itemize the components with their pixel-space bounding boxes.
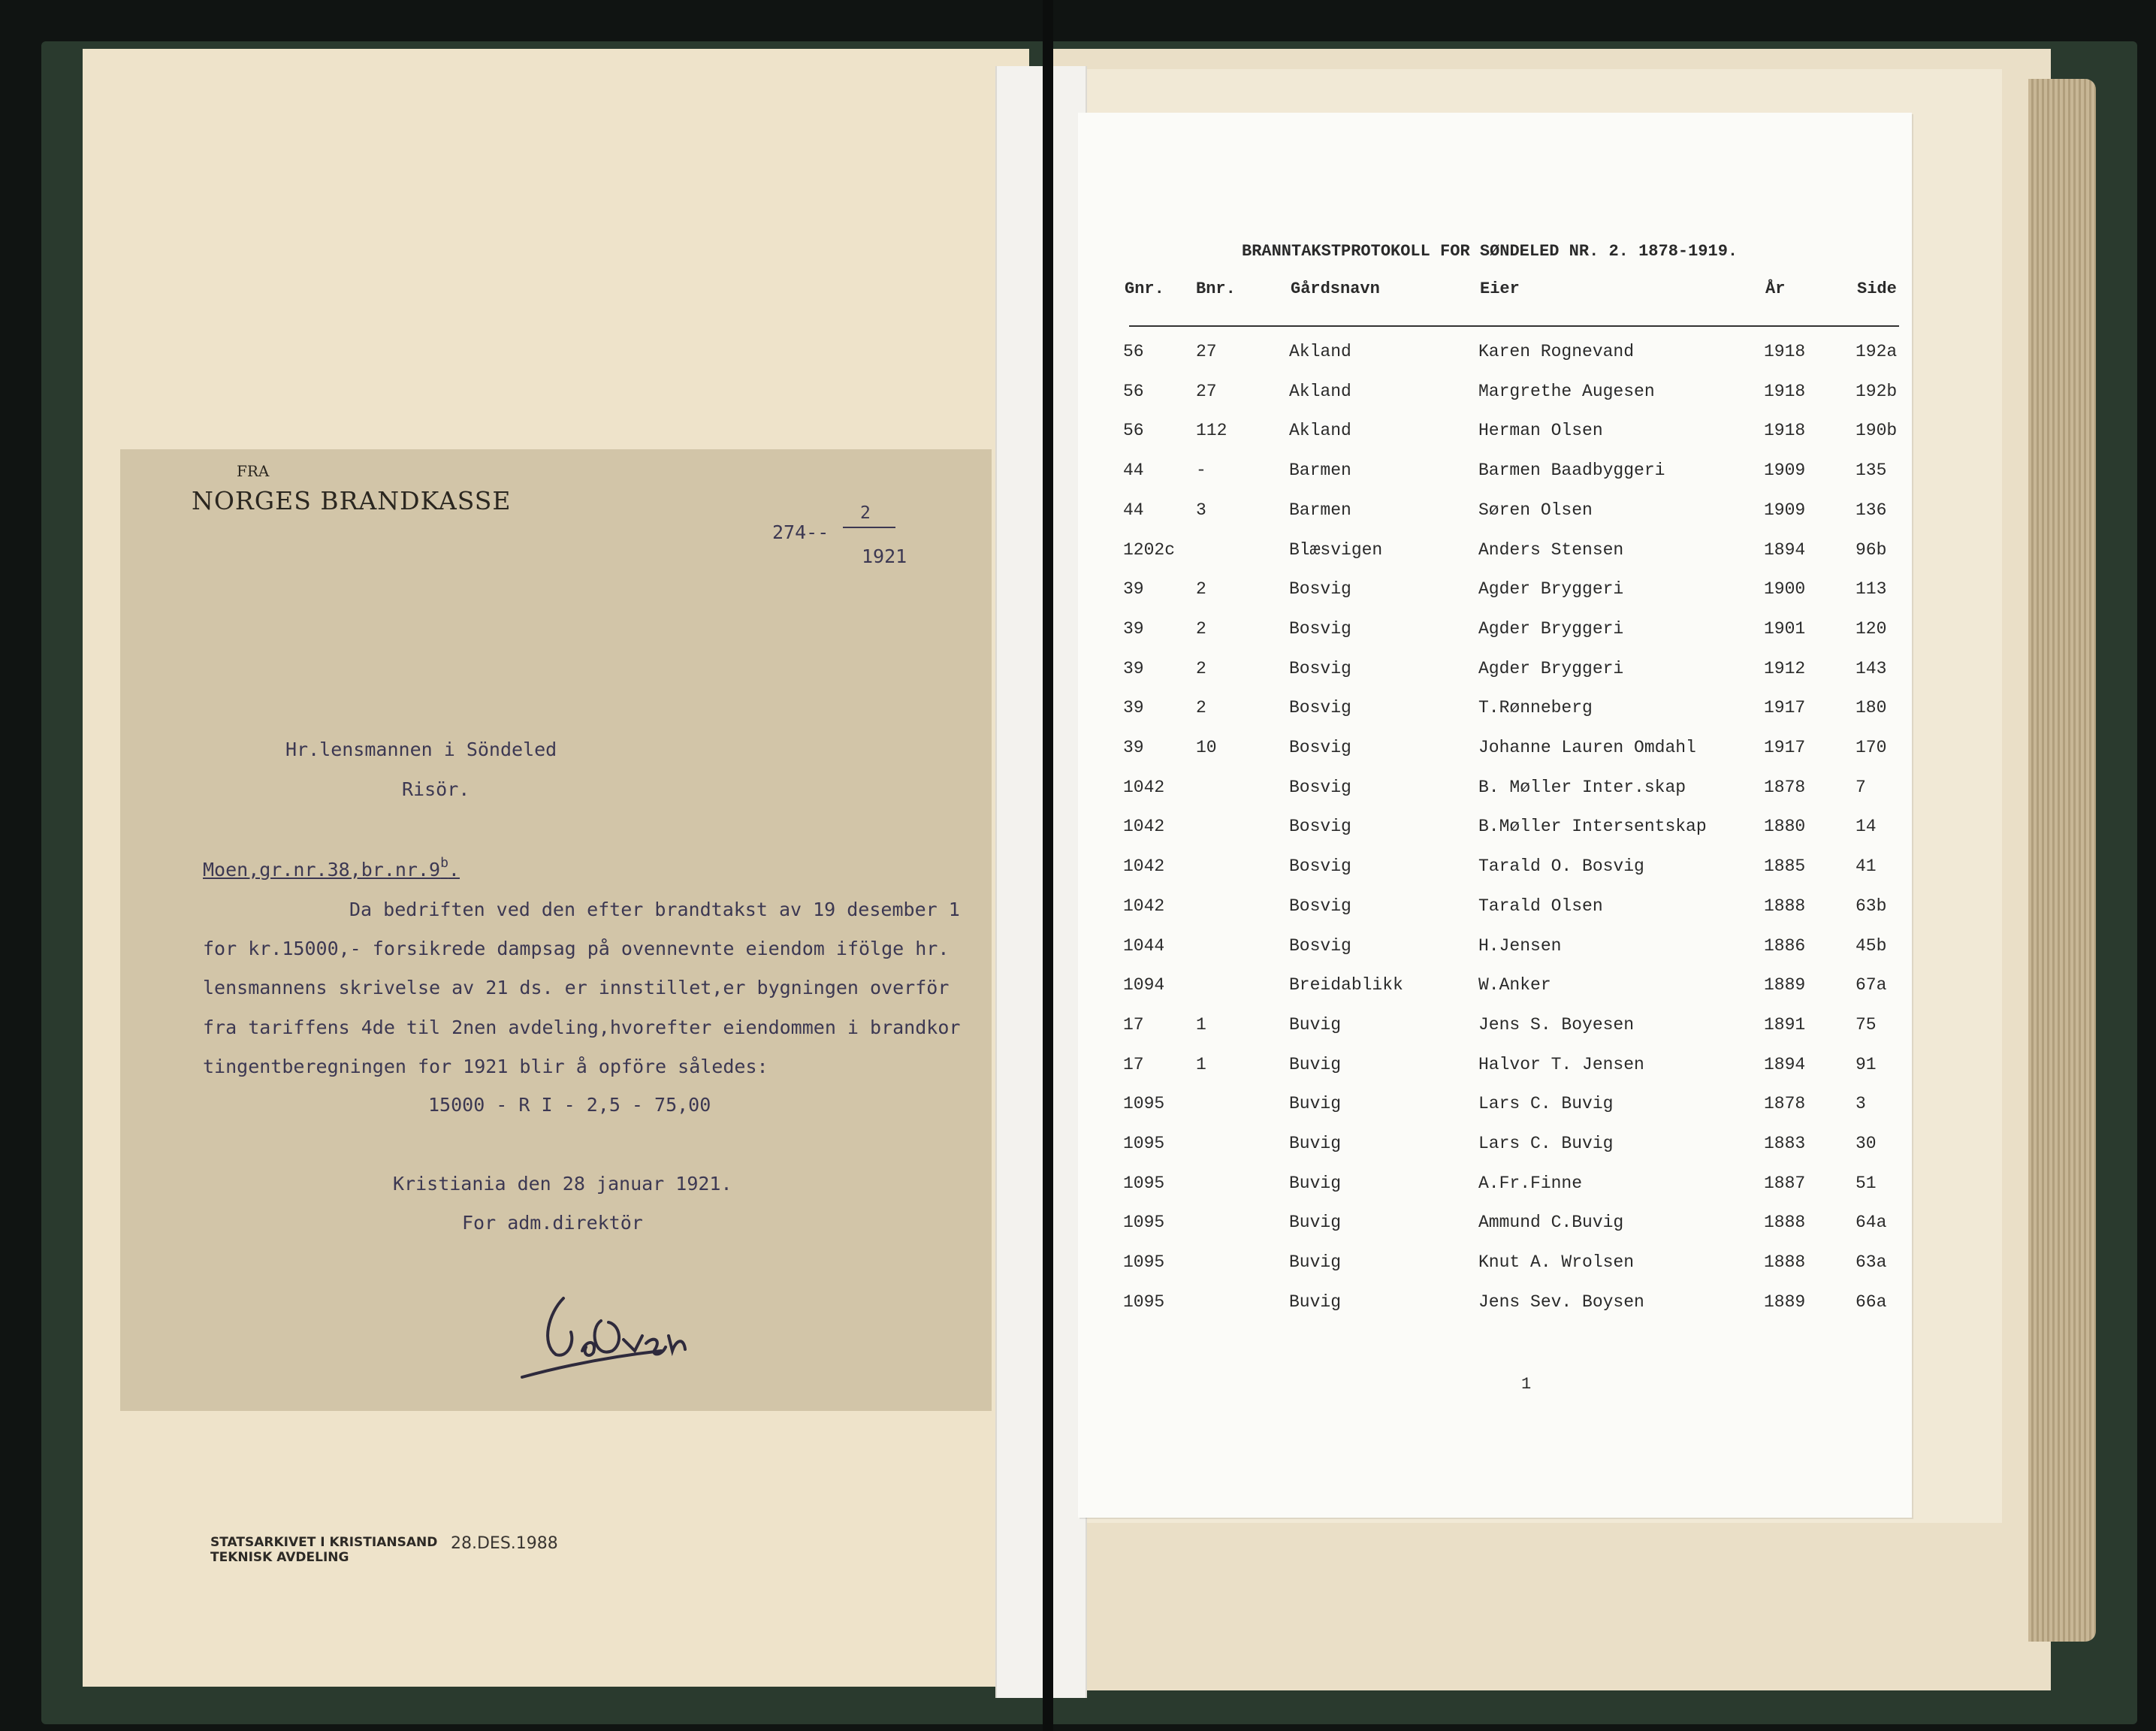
cell-ar: 1917 [1764,738,1806,757]
column-header-ar: År [1765,279,1786,298]
cell-ar: 1885 [1764,856,1806,876]
cell-gnr: 39 [1123,579,1144,599]
cell-eier: Barmen Baadbyggeri [1478,461,1665,480]
cell-gnr: 39 [1123,698,1144,717]
cell-side: 7 [1856,778,1866,797]
cell-gardsnavn: Breidablikk [1289,975,1403,995]
cell-ar: 1894 [1764,540,1806,560]
cell-gardsnavn: Bosvig [1289,659,1351,678]
letter-body-line: fra tariffens 4de til 2nen avdeling,hvorefter eiendommen i brandkor [203,1017,961,1038]
protocol-title: BRANNTAKSTPROTOKOLL FOR SØNDELED NR. 2. 1878-1919. [1242,242,1738,261]
cell-ar: 1880 [1764,817,1806,836]
cell-gardsnavn: Bosvig [1289,778,1351,797]
cell-gardsnavn: Bosvig [1289,936,1351,956]
cell-gardsnavn: Bosvig [1289,579,1351,599]
cell-gnr: 1095 [1123,1094,1165,1113]
archive-stamp [210,1535,437,1565]
cell-gardsnavn: Bosvig [1289,738,1351,757]
cell-side: 51 [1856,1174,1877,1193]
letter-dateline: Kristiania den 28 januar 1921. [393,1173,732,1195]
letter-closing: For adm.direktör [462,1212,643,1234]
cell-gardsnavn: Buvig [1289,1134,1342,1153]
cell-ar: 1878 [1764,1094,1806,1113]
cell-eier: T.Rønneberg [1478,698,1593,717]
cell-bnr: 10 [1196,738,1217,757]
letter-body-line: lensmannens skrivelse av 21 ds. er innstillet,er bygningen overför [203,977,950,998]
letter-body-line: for kr.15000,- forsikrede dampsag på ovennevnte eiendom ifölge hr. [203,938,950,959]
cell-ar: 1888 [1764,896,1806,916]
column-header-bnr: Bnr. [1196,279,1236,298]
cell-eier: Halvor T. Jensen [1478,1055,1644,1074]
cell-gnr: 39 [1123,619,1144,639]
cell-side: 120 [1856,619,1887,639]
cell-side: 67a [1856,975,1887,995]
signature-image [511,1268,706,1388]
cell-eier: Agder Bryggeri [1478,659,1624,678]
cell-eier: Lars C. Buvig [1478,1134,1614,1153]
cell-gnr: 56 [1123,342,1144,361]
cell-gardsnavn: Buvig [1289,1174,1342,1193]
cell-gnr: 17 [1123,1055,1144,1074]
cell-ar: 1901 [1764,619,1806,639]
cell-gnr: 1042 [1123,856,1165,876]
cell-ar: 1889 [1764,1292,1806,1312]
letter-body-line: Da bedriften ved den efter brandtakst av 19 desember 1 [349,899,960,920]
archive-stamp-line: TEKNISK AVDELING [210,1550,349,1565]
cell-gardsnavn: Buvig [1289,1055,1342,1074]
cell-ar: 1888 [1764,1213,1806,1232]
cell-side: 63b [1856,896,1887,916]
cell-gnr: 1042 [1123,896,1165,916]
letter-reference-divider [843,527,895,528]
cell-side: 3 [1856,1094,1866,1113]
cell-side: 190b [1856,421,1898,440]
cell-gardsnavn: Buvig [1289,1094,1342,1113]
book-spine-gutter [1043,0,1053,1731]
cell-side: 75 [1856,1015,1877,1035]
cell-eier: H.Jensen [1478,936,1562,956]
cell-side: 113 [1856,579,1887,599]
cell-eier: W.Anker [1478,975,1551,995]
cell-ar: 1891 [1764,1015,1806,1035]
cell-bnr: 2 [1196,659,1206,678]
cell-gnr: 56 [1123,421,1144,440]
cell-eier: B.Møller Intersentskap [1478,817,1707,836]
cell-eier: Lars C. Buvig [1478,1094,1614,1113]
cell-side: 192a [1856,342,1898,361]
spine-tape [995,66,1087,1698]
cell-gardsnavn: Buvig [1289,1292,1342,1312]
cell-eier: Karen Rognevand [1478,342,1635,361]
cell-side: 136 [1856,500,1887,520]
cell-ar: 1889 [1764,975,1806,995]
cell-side: 91 [1856,1055,1877,1074]
cell-gardsnavn: Barmen [1289,500,1351,520]
cell-eier: Ammund C.Buvig [1478,1213,1624,1232]
cell-gardsnavn: Buvig [1289,1213,1342,1232]
letter-reference-denominator: 1921 [862,545,907,567]
cell-ar: 1909 [1764,500,1806,520]
cell-gnr: 1042 [1123,778,1165,797]
cell-eier: A.Fr.Finne [1478,1174,1583,1193]
cell-side: 41 [1856,856,1877,876]
header-rule [1129,325,1899,327]
cell-bnr: 3 [1196,500,1206,520]
cell-gnr: 44 [1123,500,1144,520]
cell-side: 14 [1856,817,1877,836]
cell-ar: 1918 [1764,382,1806,401]
letter-body-line: tingentberegningen for 1921 blir å opföre således: [203,1056,768,1077]
cell-gardsnavn: Bosvig [1289,896,1351,916]
cell-gnr: 1095 [1123,1213,1165,1232]
cell-ar: 1918 [1764,421,1806,440]
cell-eier: Herman Olsen [1478,421,1603,440]
cell-gnr: 1095 [1123,1174,1165,1193]
archive-stamp-date: 28.DES.1988 [451,1534,558,1553]
letter-header-small: FRA [237,462,270,480]
archive-stamp-line: STATSARKIVET I KRISTIANSAND [210,1535,438,1550]
cell-side: 192b [1856,382,1898,401]
cell-bnr: 27 [1196,382,1217,401]
cell-gardsnavn: Buvig [1289,1252,1342,1272]
cell-bnr: 112 [1196,421,1227,440]
cell-gnr: 1044 [1123,936,1165,956]
cell-gardsnavn: Bosvig [1289,817,1351,836]
cell-eier: Knut A. Wrolsen [1478,1252,1635,1272]
cell-ar: 1909 [1764,461,1806,480]
cell-eier: Jens Sev. Boysen [1478,1292,1644,1312]
letter-organization: NORGES BRANDKASSE [192,486,512,515]
cell-side: 170 [1856,738,1887,757]
letter [120,449,992,1411]
cell-gardsnavn: Bosvig [1289,698,1351,717]
cell-bnr: 2 [1196,579,1206,599]
cell-eier: Søren Olsen [1478,500,1593,520]
cell-eier: Agder Bryggeri [1478,619,1624,639]
cell-gnr: 1094 [1123,975,1165,995]
cell-ar: 1886 [1764,936,1806,956]
letter-reference-prefix: 274-- [772,521,829,543]
cell-gardsnavn: Bosvig [1289,619,1351,639]
cell-eier: Johanne Lauren Omdahl [1478,738,1696,757]
cell-gnr: 39 [1123,659,1144,678]
cell-side: 66a [1856,1292,1887,1312]
cell-gnr: 17 [1123,1015,1144,1035]
column-header-gardsnavn: Gårdsnavn [1291,279,1380,298]
cell-gardsnavn: Akland [1289,421,1351,440]
letter-subject: Moen,gr.nr.38,br.nr.9$^b$. [203,855,460,881]
cell-gardsnavn: Bosvig [1289,856,1351,876]
cell-gnr: 1202c [1123,540,1176,560]
cell-ar: 1888 [1764,1252,1806,1272]
cell-bnr: 1 [1196,1015,1206,1035]
cell-gnr: 56 [1123,382,1144,401]
cell-gardsnavn: Blæsvigen [1289,540,1383,560]
cell-side: 135 [1856,461,1887,480]
cell-ar: 1894 [1764,1055,1806,1074]
cell-ar: 1900 [1764,579,1806,599]
cell-ar: 1887 [1764,1174,1806,1193]
letter-subject-superscript: b [440,855,448,871]
cell-eier: Agder Bryggeri [1478,579,1624,599]
cell-gnr: 44 [1123,461,1144,480]
cell-ar: 1918 [1764,342,1806,361]
cell-gnr: 1095 [1123,1292,1165,1312]
cell-bnr: 27 [1196,342,1217,361]
cell-side: 96b [1856,540,1887,560]
cell-eier: Jens S. Boyesen [1478,1015,1635,1035]
cell-eier: Margrethe Augesen [1478,382,1655,401]
cell-side: 143 [1856,659,1887,678]
letter-calculation: 15000 - R I - 2,5 - 75,00 [428,1094,711,1116]
cell-eier: Anders Stensen [1478,540,1624,560]
cell-gnr: 1095 [1123,1252,1165,1272]
column-header-gnr: Gnr. [1125,279,1164,298]
page-block-edge [2028,79,2096,1642]
cell-side: 63a [1856,1252,1887,1272]
cell-side: 45b [1856,936,1887,956]
cell-ar: 1878 [1764,778,1806,797]
letter-place: Risör. [402,778,470,800]
cell-gardsnavn: Buvig [1289,1015,1342,1035]
letter-subject-text: Moen,gr.nr.38,br.nr.9 [203,859,441,881]
cell-gnr: 39 [1123,738,1144,757]
page-number: 1 [1521,1375,1532,1394]
column-header-side: Side [1857,279,1897,298]
cell-bnr: 2 [1196,619,1206,639]
cell-gnr: 1042 [1123,817,1165,836]
cell-side: 30 [1856,1134,1877,1153]
cell-side: 64a [1856,1213,1887,1232]
cell-gardsnavn: Akland [1289,342,1351,361]
cell-eier: Tarald Olsen [1478,896,1603,916]
cell-bnr: 1 [1196,1055,1206,1074]
protocol-sheet [1078,113,1912,1518]
cell-bnr: 2 [1196,698,1206,717]
letter-addressee: Hr.lensmannen i Söndeled [285,739,557,760]
letter-reference-numerator: 2 [860,503,871,523]
cell-gardsnavn: Akland [1289,382,1351,401]
column-header-eier: Eier [1480,279,1520,298]
cell-gnr: 1095 [1123,1134,1165,1153]
cell-eier: Tarald O. Bosvig [1478,856,1644,876]
cell-side: 180 [1856,698,1887,717]
cell-ar: 1917 [1764,698,1806,717]
cell-bnr: - [1196,461,1206,480]
cell-ar: 1883 [1764,1134,1806,1153]
cell-eier: B. Møller Inter.skap [1478,778,1686,797]
cell-gardsnavn: Barmen [1289,461,1351,480]
cell-ar: 1912 [1764,659,1806,678]
